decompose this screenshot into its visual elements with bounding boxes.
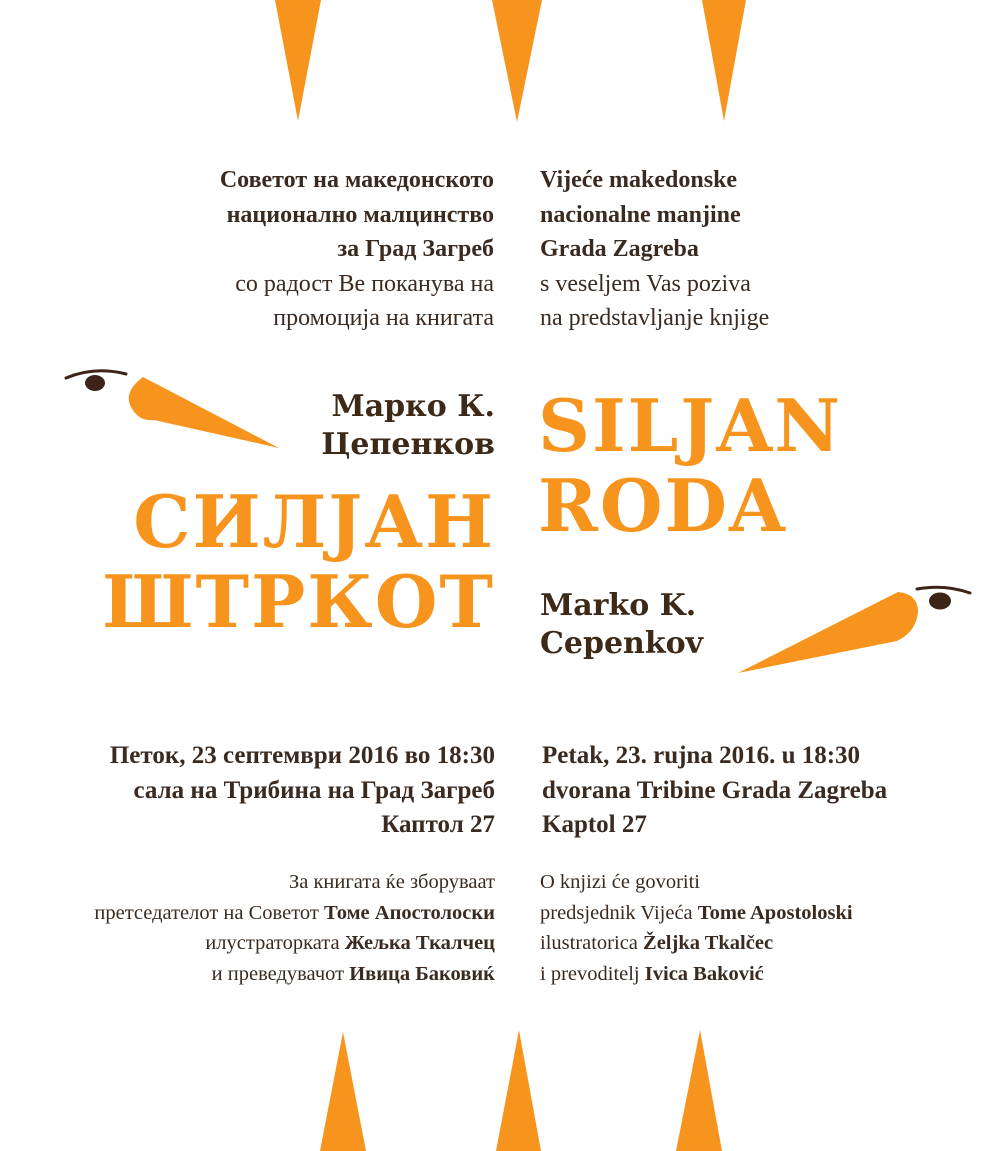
orange-spike-icon bbox=[275, 0, 321, 121]
invite-macedonian bbox=[220, 163, 494, 336]
org-name-line: национално малцинство bbox=[226, 201, 494, 228]
orange-spike-icon bbox=[676, 1030, 722, 1151]
speaker-name: Ivica Baković bbox=[644, 962, 764, 985]
event-date: Petak, 23. rujna 2016. u 18:30 bbox=[542, 742, 861, 769]
event-address: Kaptol 27 bbox=[542, 811, 647, 838]
title-line: RODA bbox=[538, 463, 787, 548]
stork-beak-icon bbox=[738, 592, 918, 673]
author-line: Марко К. bbox=[331, 389, 495, 424]
title-macedonian bbox=[102, 479, 495, 644]
speaker-row bbox=[94, 898, 495, 929]
event-address: Каптол 27 bbox=[381, 811, 495, 838]
stork-beak-icon bbox=[129, 377, 279, 448]
author-croatian bbox=[540, 587, 703, 663]
invite-line: na predstavljanje knjige bbox=[540, 305, 770, 331]
event-venue: dvorana Tribine Grada Zagreba bbox=[542, 776, 888, 804]
event-macedonian bbox=[110, 739, 495, 843]
org-name-line: Vijeće makedonske bbox=[540, 167, 738, 193]
speaker-name: Željka Tkalčec bbox=[643, 932, 774, 954]
stork-brow-icon bbox=[917, 587, 970, 593]
invite-croatian bbox=[540, 163, 769, 336]
speakers-croatian bbox=[540, 867, 853, 989]
orange-spike-icon bbox=[492, 0, 542, 122]
stork-eye-icon bbox=[929, 593, 951, 610]
speaker-name: Ивица Баковиќ bbox=[349, 962, 495, 985]
orange-spike-icon bbox=[702, 0, 746, 121]
speaker-row bbox=[540, 898, 853, 929]
invite-line: промоција на книгата bbox=[273, 305, 494, 331]
speakers-intro: O knjizi će govoriti bbox=[540, 871, 700, 893]
speaker-row bbox=[94, 928, 495, 959]
orange-spike-icon bbox=[496, 1030, 541, 1151]
title-line: SILJAN bbox=[538, 383, 843, 468]
org-name-line: Советот на македонското bbox=[219, 167, 494, 193]
speaker-role: претседателот на Советот bbox=[94, 901, 319, 924]
speaker-row bbox=[540, 959, 853, 990]
speakers-macedonian bbox=[94, 867, 495, 989]
speakers-intro: За книгата ќе зборуваат bbox=[288, 871, 495, 893]
title-croatian bbox=[538, 383, 843, 548]
event-date: Петок, 23 септември 2016 во 18:30 bbox=[109, 742, 495, 769]
stork-eye-icon bbox=[85, 375, 105, 391]
speaker-role: predsjednik Vijeća bbox=[540, 901, 693, 924]
speaker-name: Томе Апостолоски bbox=[323, 901, 495, 924]
event-croatian bbox=[542, 739, 887, 843]
org-name-line: за Град Загреб bbox=[337, 236, 494, 262]
author-line: Cepenkov bbox=[540, 626, 704, 661]
speaker-role: илустраторката bbox=[205, 932, 340, 954]
org-name-line: Grada Zagreba bbox=[540, 236, 699, 262]
speaker-row bbox=[94, 959, 495, 990]
author-line: Цепенков bbox=[321, 427, 495, 462]
speaker-row bbox=[540, 928, 853, 959]
org-name-line: nacionalne manjine bbox=[540, 201, 741, 228]
author-line: Marko K. bbox=[540, 588, 697, 623]
speaker-role: ilustratorica bbox=[540, 932, 638, 954]
speaker-role: i prevoditelj bbox=[540, 962, 640, 985]
invite-line: со радост Ве поканува на bbox=[235, 270, 494, 297]
invite-line: s veseljem Vas poziva bbox=[540, 270, 751, 297]
event-venue: сала на Трибина на Град Загреб bbox=[133, 776, 495, 804]
title-line: СИЛЈАН bbox=[133, 479, 495, 564]
speaker-name: Tome Apostoloski bbox=[697, 901, 853, 924]
speaker-name: Жељка Ткалчец bbox=[344, 932, 495, 954]
title-line: ШТРКОТ bbox=[102, 559, 495, 644]
author-macedonian bbox=[321, 388, 495, 464]
speaker-role: и преведувачот bbox=[211, 962, 345, 985]
orange-spike-icon bbox=[320, 1032, 366, 1151]
